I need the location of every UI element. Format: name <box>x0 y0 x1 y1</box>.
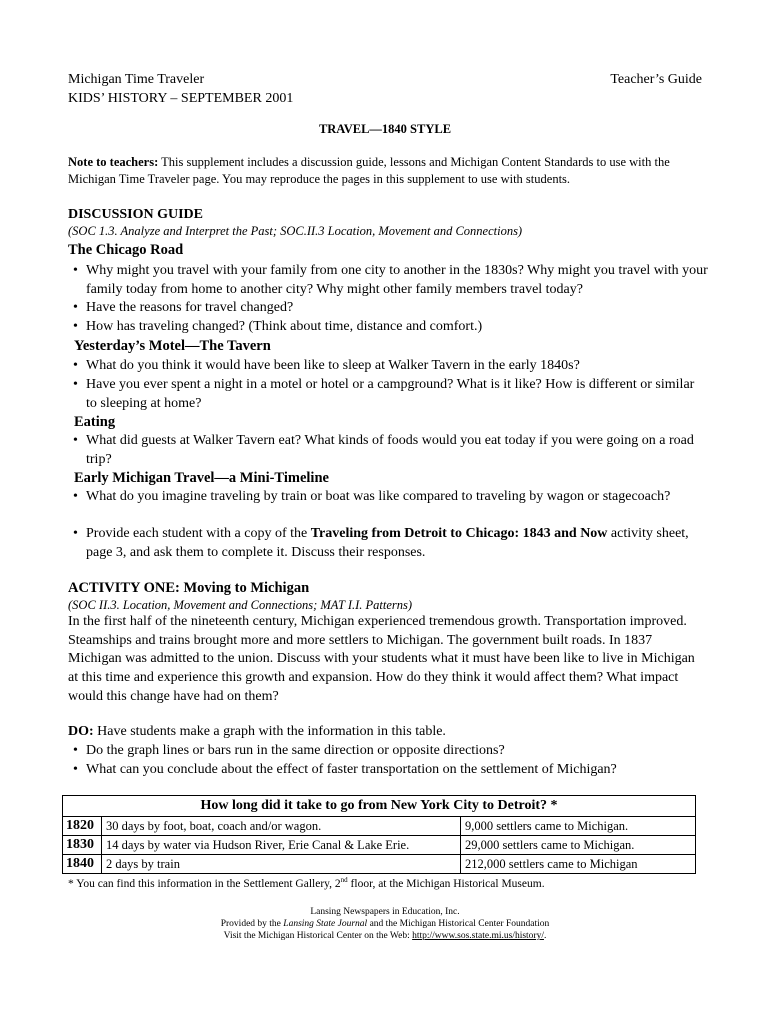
motel-heading: Yesterday’s Motel—The Tavern <box>74 338 271 354</box>
note-label: Note to teachers: <box>68 155 159 169</box>
activity-paragraph: In the first half of the nineteenth century, Michigan experienced tremendous growth. Transportation improved. Steamships and trains brought more and more settlers to Michigan. The government built roads. In 1837 Michigan was admitted to the union. Discuss with your students what it must have been like to live in Michigan at this time and experience this growth and expansion. How do they think it would affect them? What impact would this change have had on them? <box>68 614 695 704</box>
table-row <box>63 836 696 855</box>
header-right: Teacher’s Guide <box>610 72 702 87</box>
travel-cell: 2 days by train <box>102 855 461 874</box>
table-row <box>63 817 696 836</box>
table-row <box>63 855 696 874</box>
year-cell: 1840 <box>63 855 102 874</box>
list-item: • Have the reasons for travel changed? <box>73 300 294 315</box>
do-instruction: DO: Have students make a graph with the information in this table. <box>68 724 446 739</box>
footer-line3: Visit the Michigan Historical Center on the Web: http://www.sos.state.mi.us/history/. <box>223 931 547 941</box>
header-left-line2: KIDS’ HISTORY – SEPTEMBER 2001 <box>68 91 294 106</box>
list-item: • Provide each student with a copy of the Traveling from Detroit to Chicago: 1843 and Now activity sheet, page 3, and ask them to complete it. Discuss their responses. <box>73 526 689 560</box>
settlers-cell: 212,000 settlers came to Michigan <box>461 855 696 874</box>
page-title: TRAVEL—1840 STYLE <box>318 122 452 136</box>
year-cell: 1820 <box>63 817 102 836</box>
table-footnote: * You can find this information in the Settlement Gallery, 2nd floor, at the Michigan Historical Museum. <box>68 876 545 890</box>
list-item: • Have you ever spent a night in a motel or hotel or a campground? What is it like? How is different or similar to sleeping at home? <box>73 377 695 411</box>
activity-standards: (SOC II.3. Location, Movement and Connections; MAT I.I. Patterns) <box>68 598 413 612</box>
travel-cell: 30 days by foot, boat, coach and/or wagon. <box>102 817 461 836</box>
header-left-line1: Michigan Time Traveler <box>68 72 205 87</box>
year-cell: 1830 <box>63 836 102 855</box>
table-title: How long did it take to go from New York City to Detroit? * <box>63 796 696 817</box>
travel-settlers-table <box>62 795 696 874</box>
settlers-cell: 29,000 settlers came to Michigan. <box>461 836 696 855</box>
note-text: This supplement includes a discussion guide, lessons and Michigan Content Standards to use with the Michigan Time Traveler page. You may reproduce the pages in this supplement to use with students. <box>68 155 670 186</box>
chicago-road-heading: The Chicago Road <box>68 242 184 258</box>
note-to-teachers <box>68 154 708 188</box>
settlers-cell: 9,000 settlers came to Michigan. <box>461 817 696 836</box>
list-item: • What do you think it would have been like to sleep at Walker Tavern in the early 1840s? <box>73 358 580 373</box>
eating-heading: Eating <box>74 414 116 430</box>
footer-line1: Lansing Newspapers in Education, Inc. <box>310 907 460 917</box>
list-item: • What do you imagine traveling by train or boat was like compared to traveling by wagon or stagecoach? <box>73 489 671 504</box>
list-item: • How has traveling changed? (Think about time, distance and comfort.) <box>73 319 483 334</box>
list-item: • Why might you travel with your family from one city to another in the 1830s? Why might you travel with your family today from home to another city? Why might other family members travel today? <box>73 263 708 297</box>
activity-heading: ACTIVITY ONE: Moving to Michigan <box>68 580 310 596</box>
activity-sheet-title: Traveling from Detroit to Chicago: 1843 and Now <box>310 526 608 541</box>
travel-cell: 14 days by water via Hudson River, Erie Canal & Lake Erie. <box>102 836 461 855</box>
discussion-standards: (SOC 1.3. Analyze and Interpret the Past; SOC.II.3 Location, Movement and Connections) <box>68 224 523 238</box>
list-item: • Do the graph lines or bars run in the same direction or opposite directions? <box>73 743 505 758</box>
history-website-link[interactable]: http://www.sos.state.mi.us/history/ <box>412 931 544 941</box>
do-label: DO: <box>68 724 94 739</box>
footer-line2: Provided by the Lansing State Journal and the Michigan Historical Center Foundation <box>220 919 550 929</box>
discussion-heading: DISCUSSION GUIDE <box>68 207 203 222</box>
list-item: • What can you conclude about the effect of faster transportation on the settlement of Michigan? <box>73 762 617 777</box>
list-item: • What did guests at Walker Tavern eat? What kinds of foods would you eat today if you were going on a road trip? <box>73 433 694 467</box>
timeline-heading: Early Michigan Travel—a Mini-Timeline <box>74 470 329 486</box>
